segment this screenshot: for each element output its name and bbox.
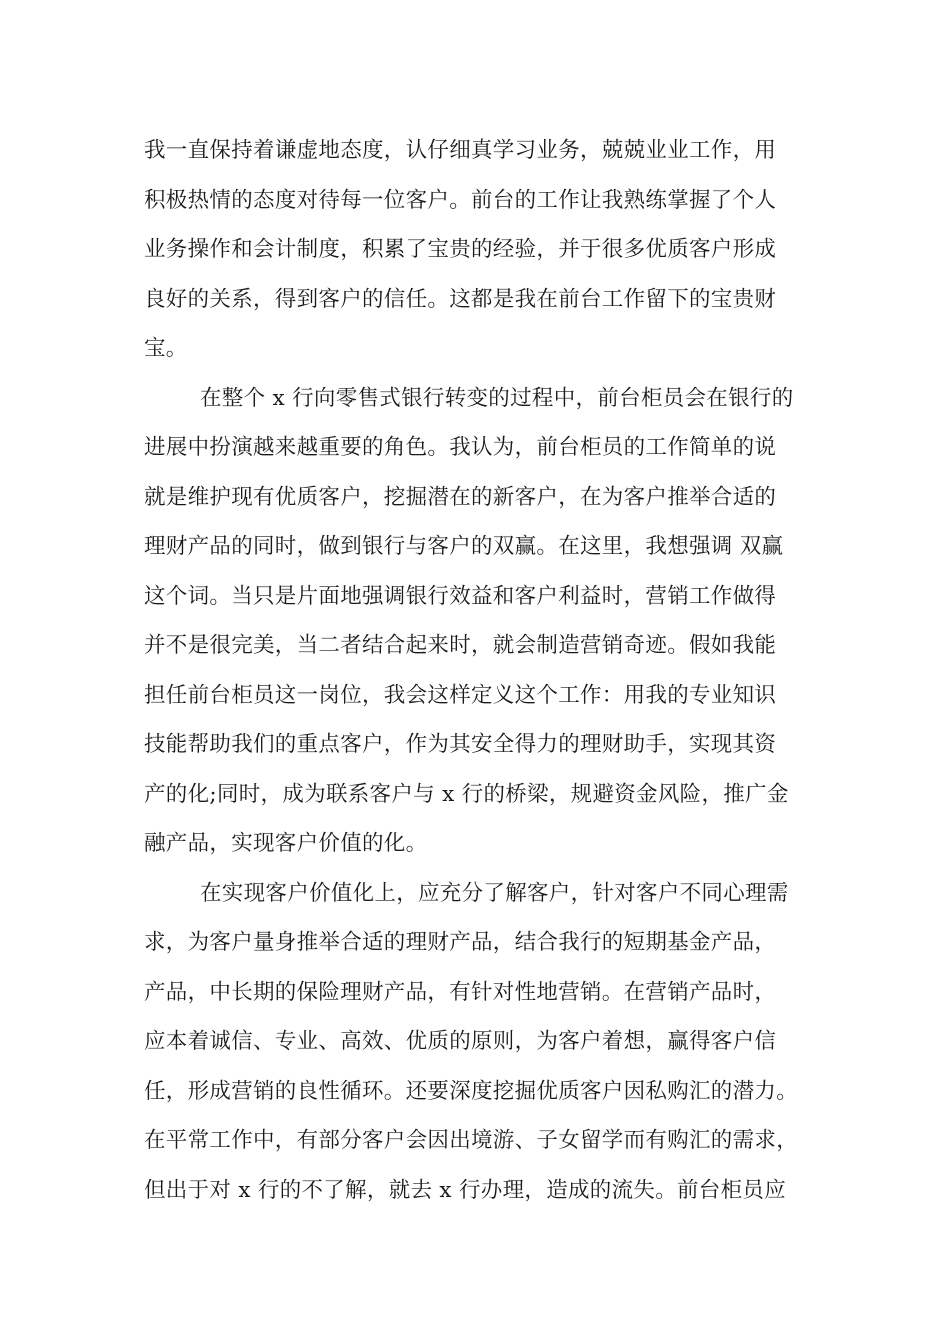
- text-line: 良好的关系，得到客户的信任。这都是我在前台工作留下的宝贵财: [144, 286, 777, 312]
- text-line: 我一直保持着谦虚地态度，认仔细真学习业务，兢兢业业工作，用: [144, 138, 777, 163]
- text-line: 进展中扮演越来越重要的角色。我认为，前台柜员的工作简单的说: [144, 435, 777, 460]
- text-line: 任，形成营销的良性循环。还要深度挖掘优质客户因私购汇的潜力。: [144, 1078, 799, 1104]
- text-line: 产品，中长期的保险理财产品，有针对性地营销。在营销产品时，: [144, 979, 777, 1005]
- text-line: 但出于对 x 行的不了解，就去 x 行办理，造成的流失。前台柜员应: [144, 1177, 786, 1203]
- text-line: 在平常工作中，有部分客户会因出境游、子女留学而有购汇的需求，: [144, 1128, 799, 1153]
- text-line: 宝。: [144, 336, 188, 361]
- text-line: 在实现客户价值化上，应充分了解客户，针对客户不同心理需: [200, 880, 789, 906]
- text-line: 融产品，实现客户价值的化。: [144, 831, 428, 856]
- text-line: 就是维护现有优质客户，挖掘潜在的新客户，在为客户推举合适的: [144, 484, 777, 510]
- text-line: 业务操作和会计制度，积累了宝贵的经验，并于很多优质客户形成: [144, 237, 777, 262]
- text-line: 产的化;同时，成为联系客户与 x 行的桥梁，规避资金风险，推广金: [144, 781, 789, 807]
- document-body: [144, 126, 834, 1215]
- text-line: 担任前台柜员这一岗位，我会这样定义这个工作：用我的专业知识: [144, 682, 777, 708]
- paragraph-1: [144, 126, 834, 374]
- paragraph-3: [144, 869, 834, 1216]
- paragraph-2: [144, 374, 834, 869]
- text-line: 技能帮助我们的重点客户，作为其安全得力的理财助手，实现其资: [144, 732, 777, 757]
- text-line: 并不是很完美，当二者结合起来时，就会制造营销奇迹。假如我能: [144, 633, 777, 658]
- text-line: 在整个 x 行向零售式银行转变的过程中，前台柜员会在银行的: [200, 385, 794, 411]
- text-line: 积极热情的态度对待每一位客户。前台的工作让我熟练掌握了个人: [144, 187, 777, 213]
- text-line: 理财产品的同时，做到银行与客户的双赢。在这里，我想强调 双赢: [144, 534, 784, 559]
- text-line: 求，为客户量身推举合适的理财产品，结合我行的短期基金产品，: [144, 930, 777, 955]
- text-line: 应本着诚信、专业、高效、优质的原则，为客户着想，赢得客户信: [144, 1029, 777, 1054]
- text-line: 这个词。当只是片面地强调银行效益和客户利益时，营销工作做得: [144, 583, 777, 609]
